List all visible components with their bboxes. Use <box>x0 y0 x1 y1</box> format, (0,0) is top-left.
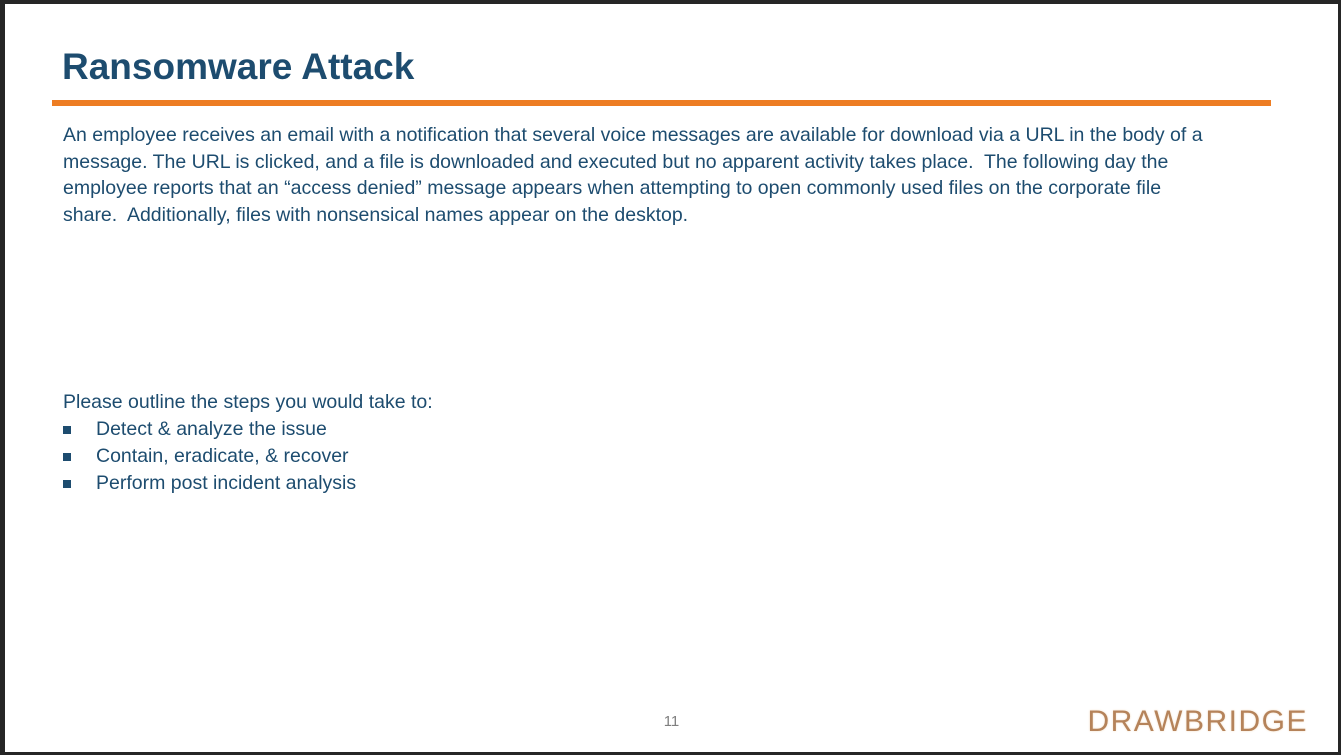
bullet-text-postincident: Perform post incident analysis <box>96 472 357 494</box>
title-underline <box>52 100 1271 106</box>
slide-title: Ransomware Attack <box>62 46 415 87</box>
bullet-square-icon <box>63 453 71 461</box>
steps-list <box>63 416 356 497</box>
list-item-postincident <box>63 470 356 497</box>
bullet-square-icon <box>63 426 71 434</box>
scenario-line-1: An employee receives an email with a notification that several voice messages are available for download via a URL in the body of a <box>63 124 1203 146</box>
steps-prompt: Please outline the steps you would take to: <box>63 391 433 413</box>
drawbridge-logo: DRAWBRIDGE <box>1087 705 1308 738</box>
scenario-line-4: share. Additionally, files with nonsensical names appear on the desktop. <box>63 204 689 227</box>
list-item-contain <box>63 443 356 470</box>
bullet-text-detect: Detect & analyze the issue <box>96 418 327 440</box>
scenario-line-2: message. The URL is clicked, and a file is downloaded and executed but no apparent activity takes place. The following day the <box>63 150 1169 173</box>
scenario-line-3: employee reports that an “access denied” message appears when attempting to open commonly used files on the corporate file <box>63 177 1162 200</box>
bullet-text-contain: Contain, eradicate, & recover <box>96 445 349 467</box>
page-number: 11 <box>663 713 680 730</box>
bullet-square-icon <box>63 480 71 488</box>
list-item-detect <box>63 416 356 443</box>
scenario-paragraph <box>63 122 1203 229</box>
